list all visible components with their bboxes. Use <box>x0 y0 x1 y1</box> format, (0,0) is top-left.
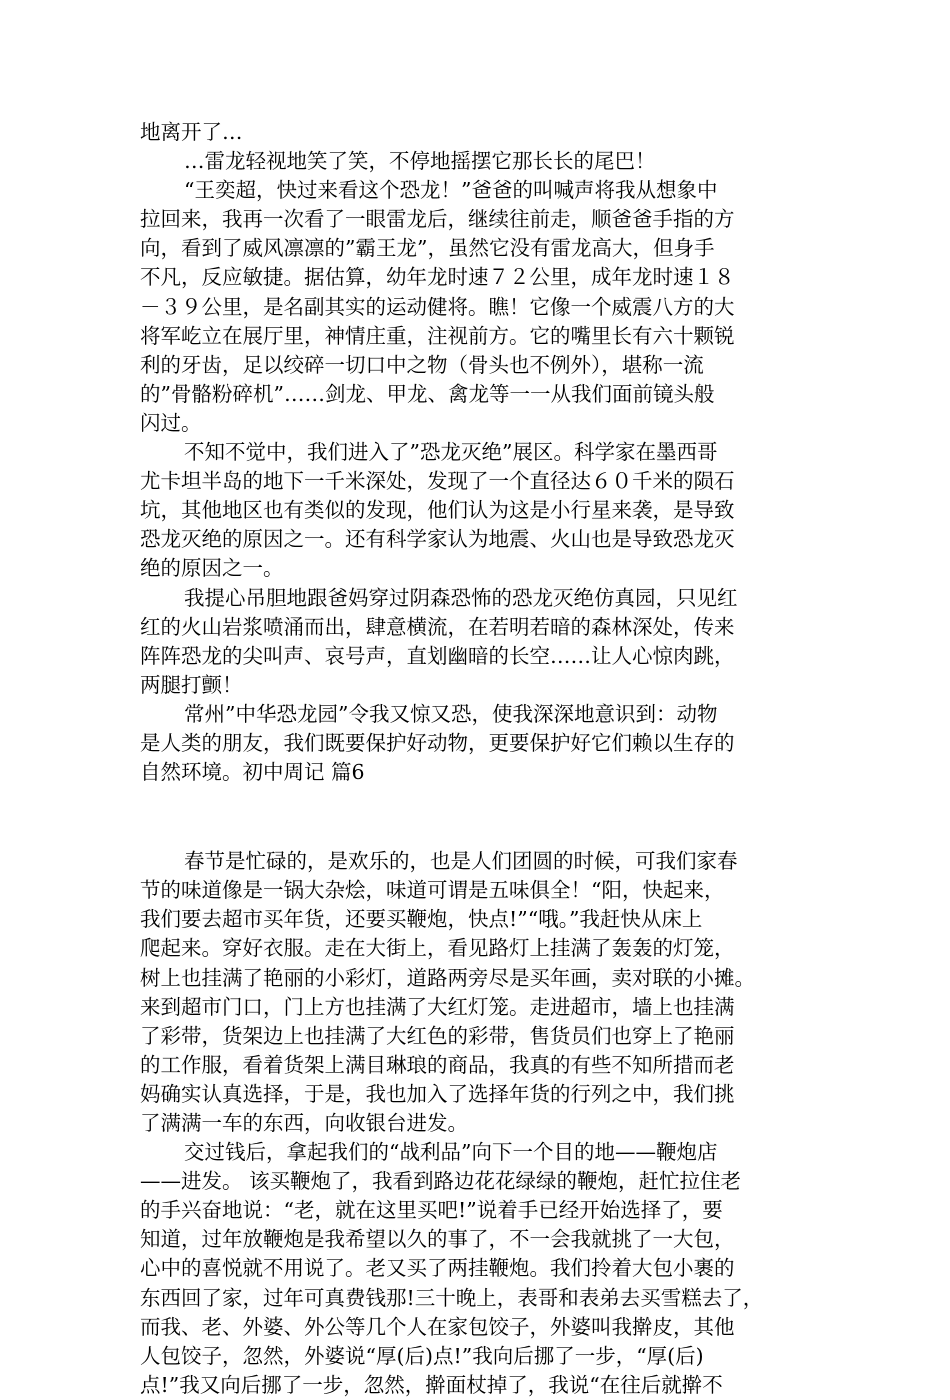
text-line: 是人类的朋友，我们既要保护好动物，更要保护好它们赖以生存的 <box>140 730 735 755</box>
text-line: 阵阵恐龙的尖叫声、哀号声，直划幽暗的长空……让人心惊肉跳， <box>140 643 735 668</box>
text-line: 的”骨骼粉碎机”……剑龙、甲龙、禽龙等一一从我们面前镜头般 <box>140 381 715 406</box>
text-line: 恐龙灭绝的原因之一。还有科学家认为地震、火山也是导致恐龙灭 <box>140 527 735 552</box>
text-line: 地离开了… <box>140 120 243 144</box>
text-line: 坑，其他地区也有类似的发现，他们认为这是小行星来袭，是导致 <box>140 498 735 523</box>
text-line: “王奕超，快过来看这个恐龙！”爸爸的叫喊声将我从想象中 <box>184 178 718 203</box>
text-line: 我们要去超市买年货，还要买鞭炮，快点!”“哦。”我赶快从床上 <box>140 907 703 932</box>
text-line: 点!”我又向后挪了一步，忽然，擀面杖掉了，我说“在往后就擀不 <box>140 1372 723 1397</box>
text-line: 常州”中华恐龙园”令我又惊又恐，使我深深地意识到：动物 <box>184 701 718 726</box>
document-section-dinosaur <box>140 118 820 787</box>
text-line: 心中的喜悦就不用说了。老又买了两挂鞭炮。我们拎着大包小裹的 <box>140 1256 735 1281</box>
text-line: 尤卡坦半岛的地下一千米深处，发现了一个直径达６０千米的陨石 <box>140 469 735 494</box>
text-line: 拉回来，我再一次看了一眼雷龙后，继续往前走，顺爸爸手指的方 <box>140 207 735 232</box>
text-line: 人包饺子，忽然，外婆说“厚(后)点!”我向后挪了一步，“厚(后) <box>140 1343 704 1368</box>
text-line: 红的火山岩浆喷涌而出，肆意横流，在若明若暗的森林深处，传来 <box>140 614 735 639</box>
text-line: 妈确实认真选择，于是，我也加入了选择年货的行列之中，我们挑 <box>140 1081 735 1106</box>
text-line: －３９公里，是名副其实的运动健将。瞧！它像一个威震八方的大 <box>140 294 735 319</box>
text-line: 春节是忙碌的，是欢乐的，也是人们团圆的时候，可我们家春 <box>184 849 738 874</box>
text-line: 不凡，反应敏捷。据估算，幼年龙时速７２公里，成年龙时速１８ <box>140 265 735 290</box>
section-spacer <box>140 787 820 847</box>
text-line: 向，看到了威风凛凛的”霸王龙”，虽然它没有雷龙高大，但身手 <box>140 236 715 261</box>
text-line: 闪过。 <box>140 410 202 435</box>
text-line: 了彩带，货架边上也挂满了大红色的彩带，售货员们也穿上了艳丽 <box>140 1023 735 1048</box>
text-line: 了满满一车的东西，向收银台进发。 <box>140 1111 468 1135</box>
text-line: 我提心吊胆地跟爸妈穿过阴森恐怖的恐龙灭绝仿真园，只见红 <box>184 585 738 610</box>
document-section-spring-festival <box>140 847 820 1400</box>
text-line: 爬起来。穿好衣服。走在大街上，看见路灯上挂满了轰轰的灯笼， <box>140 936 735 961</box>
text-line: 自然环境。初中周记 篇6 <box>140 760 365 785</box>
text-line: 的工作服，看着货架上满目琳琅的商品，我真的有些不知所措而老 <box>140 1052 735 1077</box>
text-line: 利的牙齿，足以绞碎一切口中之物（骨头也不例外），堪称一流 <box>140 352 704 377</box>
text-line: ——进发。 该买鞭炮了，我看到路边花花绿绿的鞭炮，赶忙拉住老 <box>140 1169 742 1194</box>
text-line: …雷龙轻视地笑了笑，不停地摇摆它那长长的尾巴！ <box>184 149 656 174</box>
text-line: 知道，过年放鞭炮是我希望以久的事了，不一会我就挑了一大包， <box>140 1227 735 1252</box>
text-line: 来到超市门口，门上方也挂满了大红灯笼。走进超市，墙上也挂满 <box>140 994 735 1019</box>
text-line: 节的味道像是一锅大杂烩，味道可谓是五味俱全！“阳，快起来， <box>140 878 725 903</box>
text-line: 绝的原因之一。 <box>140 556 284 581</box>
text-line: 交过钱后，拿起我们的“战利品”向下一个目的地——鞭炮店 <box>184 1140 718 1165</box>
document-page <box>140 118 820 1400</box>
text-line: 将军屹立在展厅里，神情庄重，注视前方。它的嘴里长有六十颗锐 <box>140 323 735 348</box>
text-line: 树上也挂满了艳丽的小彩灯，道路两旁尽是买年画，卖对联的小摊。 <box>140 965 755 990</box>
text-line: 而我、老、外婆、外公等几个人在家包饺子，外婆叫我擀皮，其他 <box>140 1314 735 1339</box>
text-line: 的手兴奋地说：“老，就在这里买吧!”说着手已经开始选择了，要 <box>140 1198 723 1223</box>
text-line: 两腿打颤！ <box>140 672 243 697</box>
text-line: 不知不觉中，我们进入了”恐龙灭绝”展区。科学家在墨西哥 <box>184 440 718 465</box>
text-line: 东西回了家，过年可真费钱那!三十晚上，表哥和表弟去买雪糕去了， <box>140 1285 764 1310</box>
